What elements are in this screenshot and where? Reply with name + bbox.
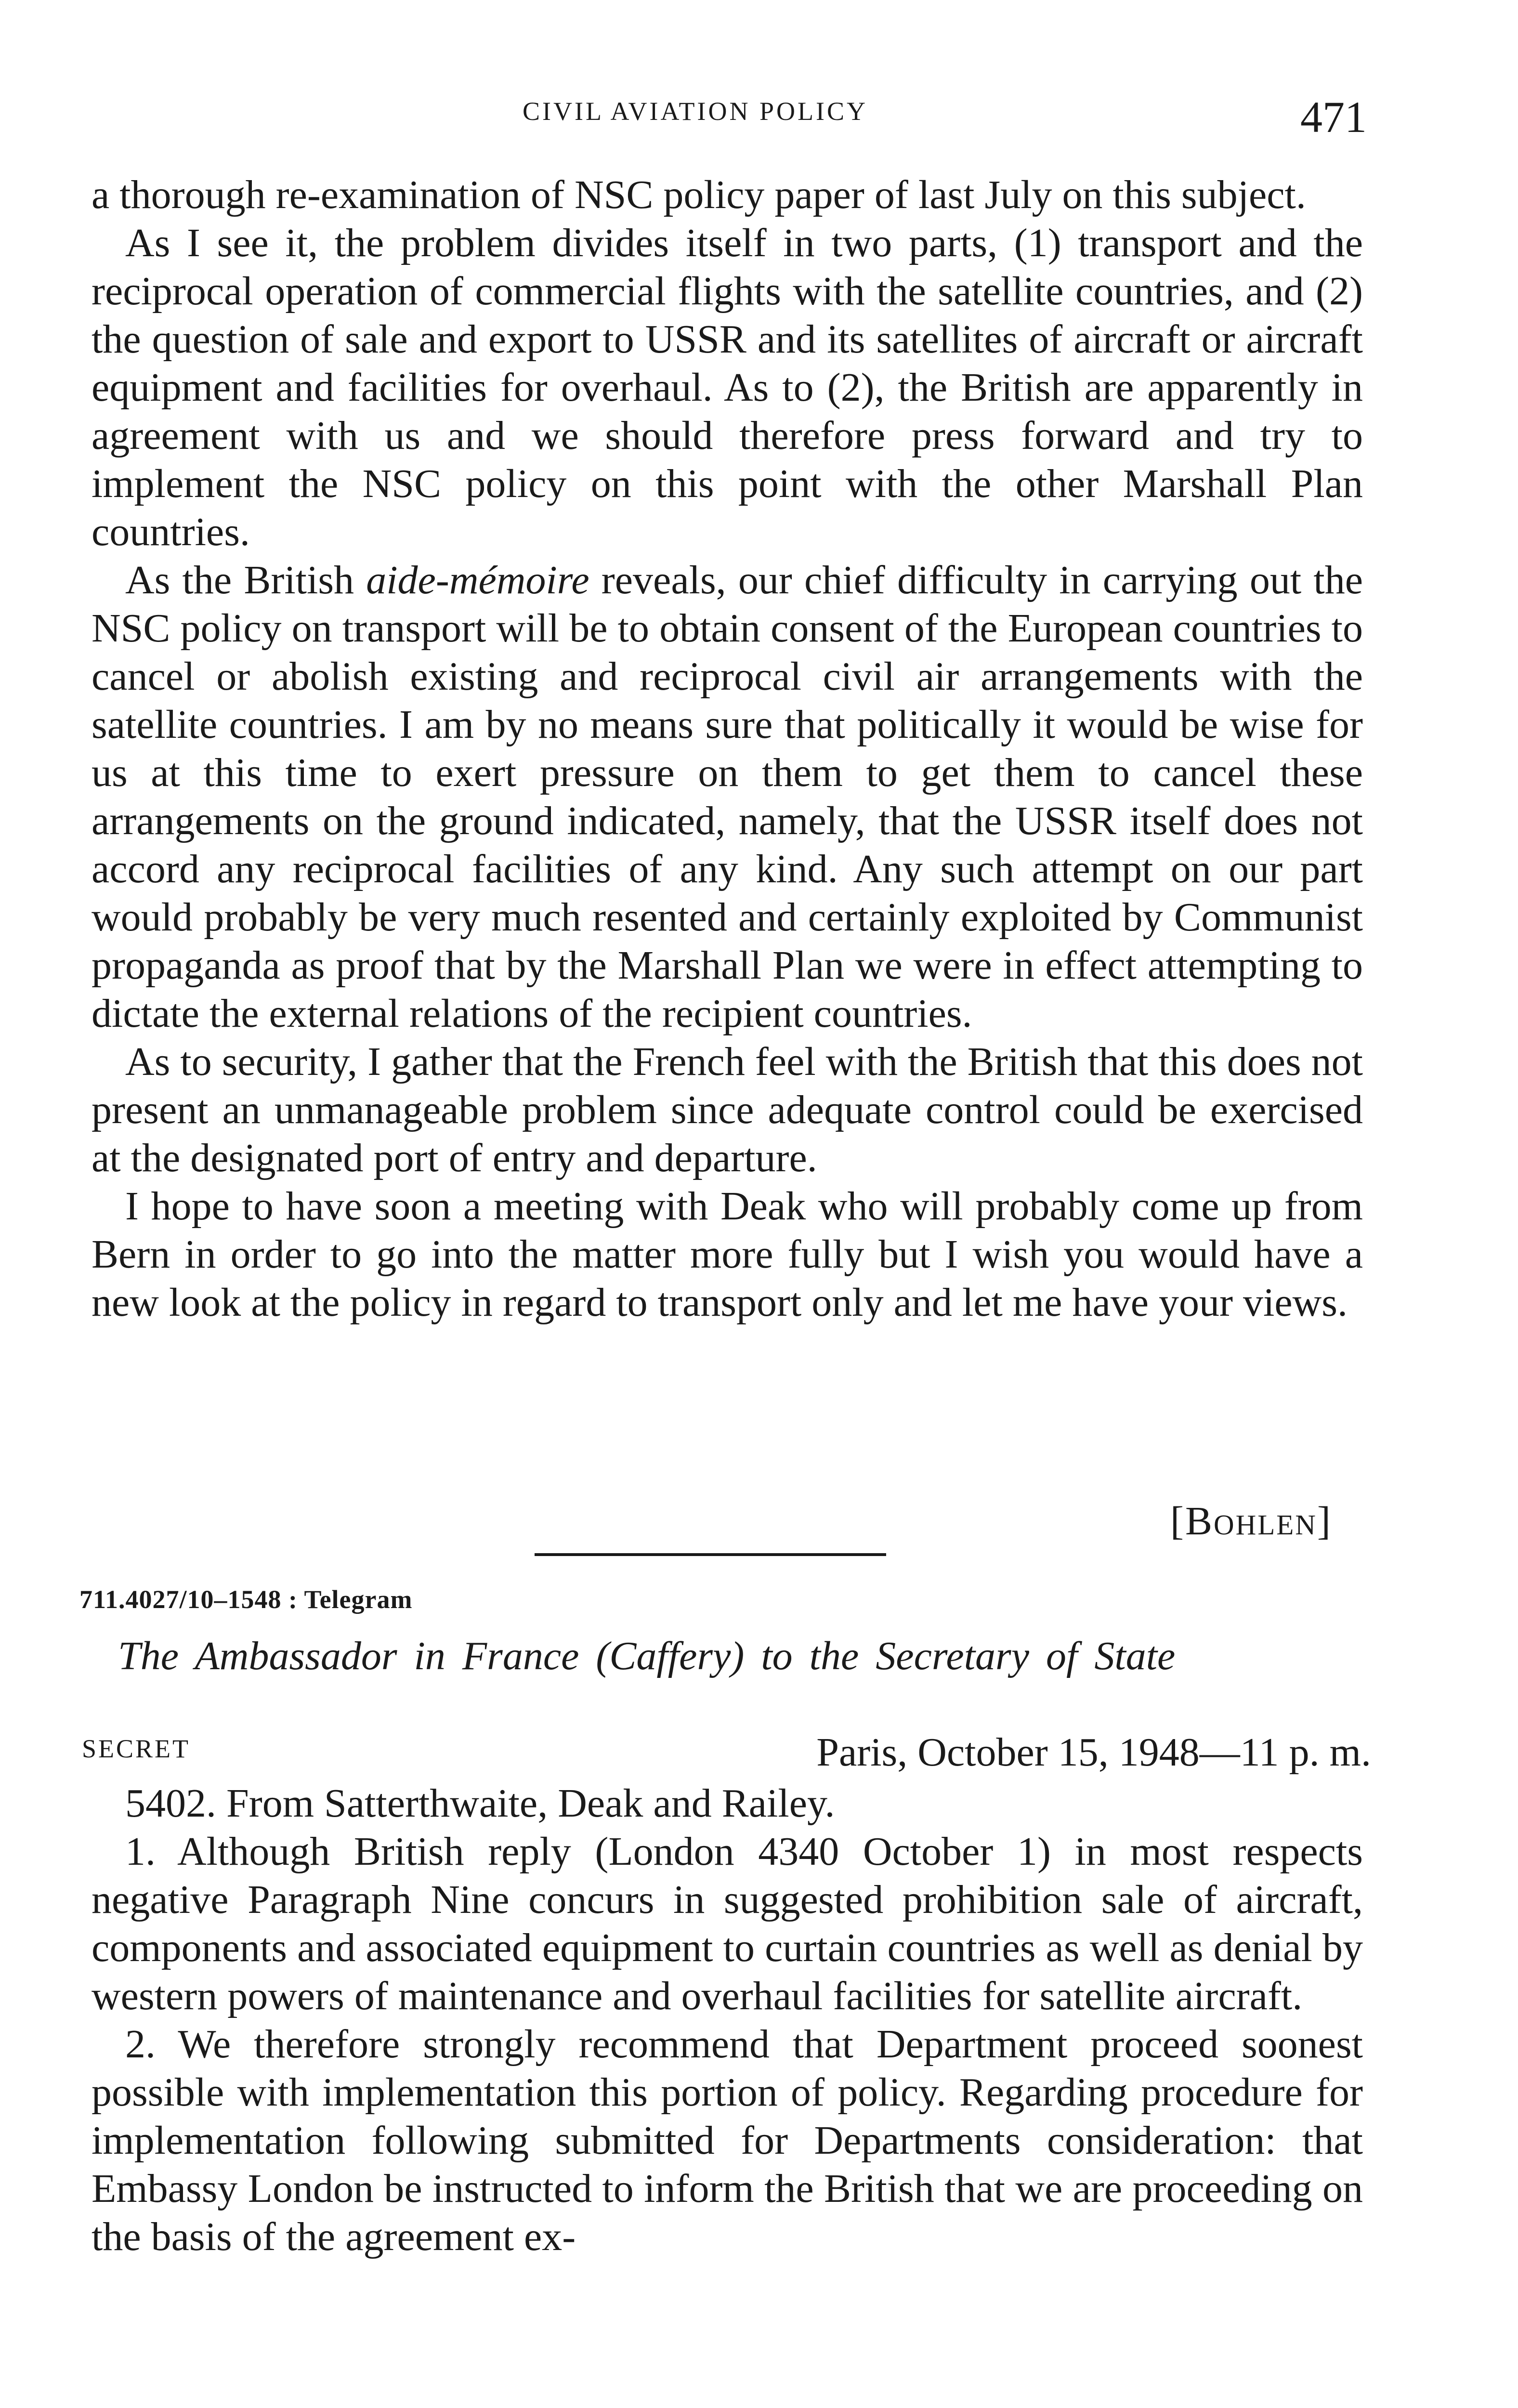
signature: [Bohlen] [1170, 1499, 1332, 1544]
aide-memoire-term: aide-mémoire [366, 558, 589, 602]
telegram-paragraph-2: 2. We therefore strongly recommend that Department proceed soonest possible with implementation this portion of policy. Regarding procedure for implementation following submitted for Departments consideration: that Embassy London be instructed to inform the British that we are proceeding on the basis of the agreement ex- [92, 2022, 1363, 2259]
telegram-body [92, 1780, 1363, 2261]
section-divider [535, 1553, 886, 1556]
telegram-paragraph-1: 1. Although British reply (London 4340 October 1) in most respects negative Paragraph Nine concurs in suggested prohibition sale of aircraft, components and associated equipment to curtain countries as well as denial by western powers of maintenance and overhaul facilities for satellite aircraft. [92, 1829, 1363, 2018]
paragraph-aide-memoire [92, 556, 1363, 1038]
file-reference: 711.4027/10–1548 : Telegram [79, 1585, 413, 1614]
letter-body [92, 171, 1363, 1327]
aide-text-before: As the British [125, 558, 366, 602]
running-title: CIVIL AVIATION POLICY [523, 97, 868, 126]
paragraph-security: As to security, I gather that the French feel with the British that this does not present an unmanageable problem since adequate control could be exercised at the designated port of entry and departure. [92, 1039, 1363, 1180]
dateline: Paris, October 15, 1948—11 p. m. [816, 1730, 1371, 1775]
paragraph-meeting-deak: I hope to have soon a meeting with Deak who will probably come up from Bern in order to go into the matter more fully but I wish you would have a new look at the policy in regard to transport only and let me have your views. [92, 1184, 1363, 1325]
telegram-paragraph-from: 5402. From Satterthwaite, Deak and Railey. [125, 1781, 835, 1826]
telegram-title: The Ambassador in France (Caffery) to the Secretary of State [118, 1634, 1176, 1678]
paragraph-continuation: a thorough re-examination of NSC policy paper of last July on this subject. [92, 172, 1306, 217]
aide-text-after: reveals, our chief difficulty in carrying out the NSC policy on transport will be to obtain consent of the European countries to cancel or abolish existing and reciprocal civil air arrangements with the satellite countries. I am by no means sure that politically it would be wise for us at this time to exert pressure on them to get them to cancel these arrangements on the ground indicated, namely, that the USSR itself does not accord any reciprocal facilities of any kind. Any such attempt on our part would probably be very much resented and certainly exploited by Communist propaganda as proof that by the Marshall Plan we were in effect attempting to dictate the external relations of the recipient countries. [92, 558, 1363, 1036]
classification-label: SECRET [82, 1734, 191, 1763]
paragraph-problem-parts: As I see it, the problem divides itself in two parts, (1) transport and the reciprocal operation of commercial flights with the satellite countries, and (2) the question of sale and export to USSR and its satellites of aircraft or aircraft equipment and facilities for overhaul. As to (2), the British are apparently in agreement with us and we should therefore press forward and try to implement the NSC policy on this point with the other Marshall Plan countries. [92, 221, 1363, 554]
page-number: 471 [1300, 92, 1367, 142]
